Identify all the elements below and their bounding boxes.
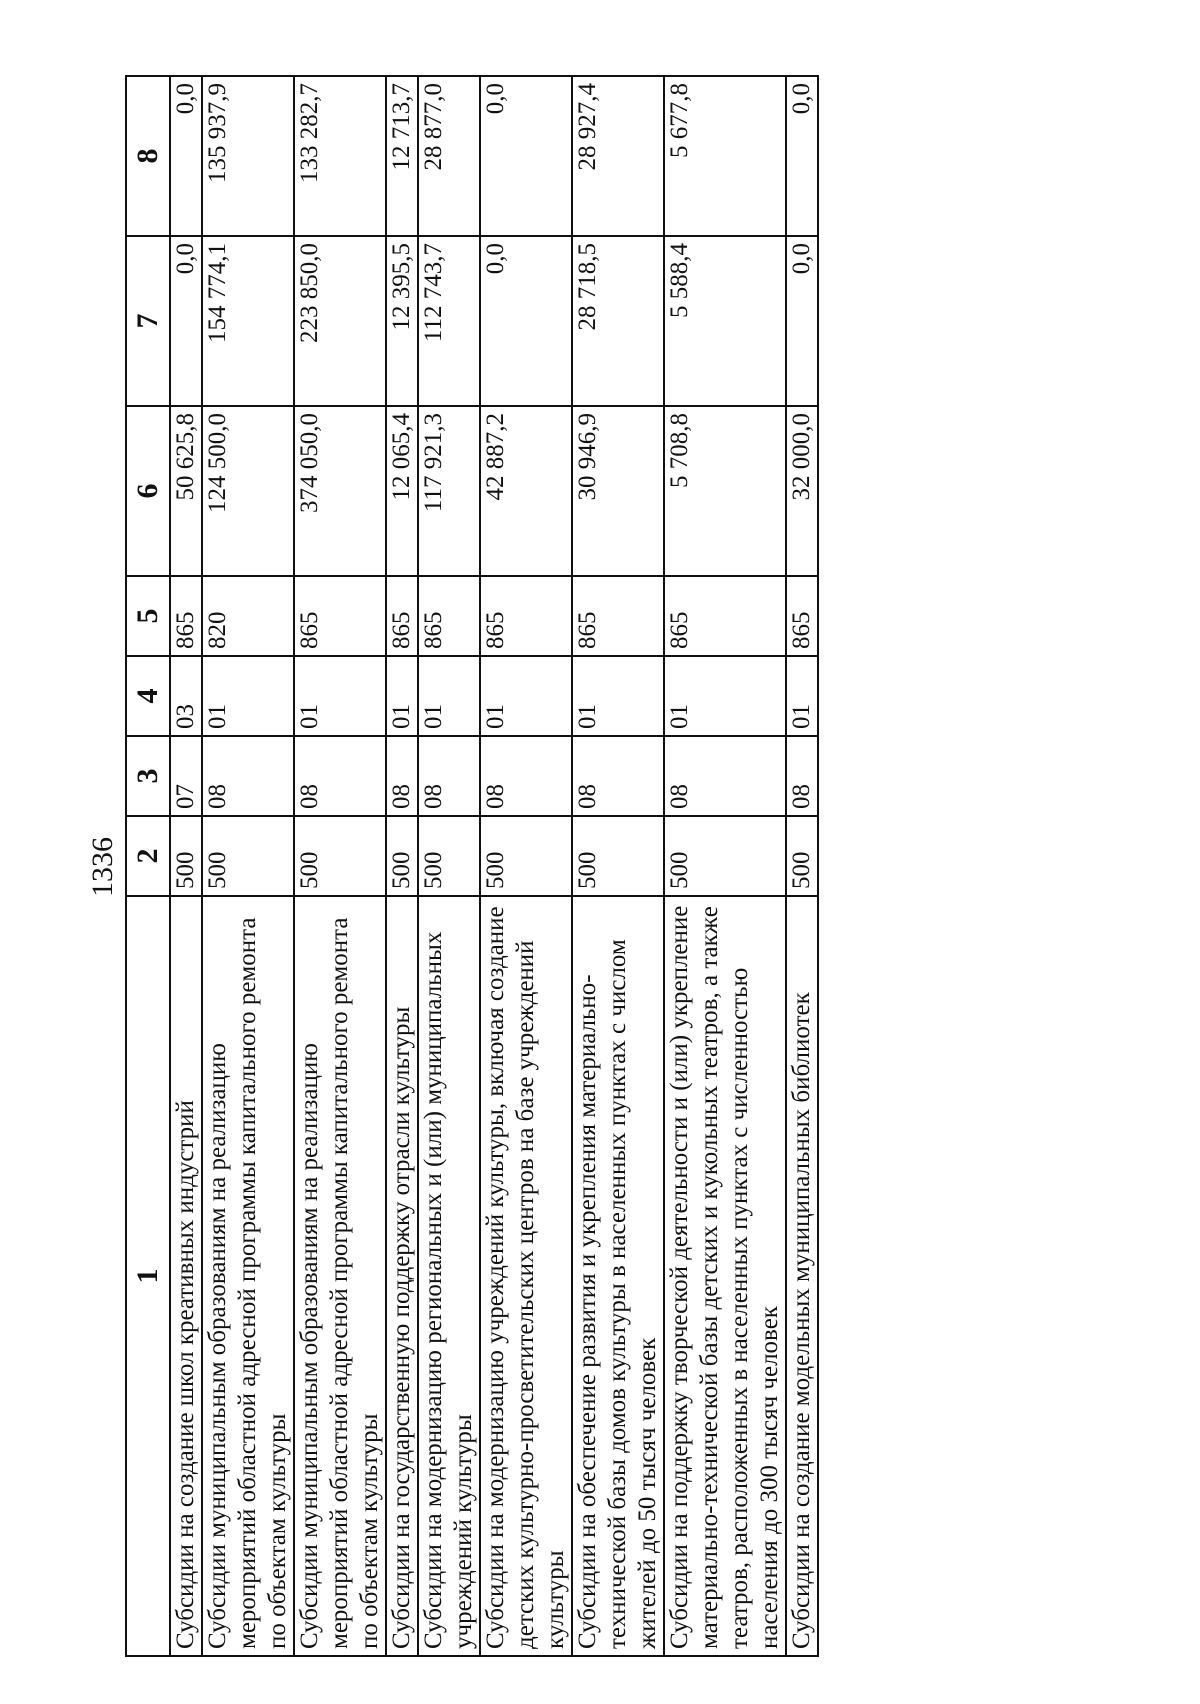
document-page [85,77,1115,1657]
code-cell: 03 [170,656,202,736]
code-cell: 01 [386,656,418,736]
table-row [572,76,664,1656]
amount-cell: 124 500,0 [202,406,294,576]
table-body [170,76,818,1656]
code-cell: 865 [418,576,480,656]
table-row [386,76,418,1656]
row-name-cell: Субсидии муниципальным образованиям на реализацию мероприятий областной адресной программы капитального ремонта по объектам культуры [202,896,294,1656]
amount-cell: 223 850,0 [294,236,386,406]
row-name-cell: Субсидии на государственную поддержку отрасли культуры [386,896,418,1656]
code-cell: 500 [480,816,572,896]
amount-cell: 117 921,3 [418,406,480,576]
amount-cell: 12 065,4 [386,406,418,576]
code-cell: 08 [386,736,418,816]
code-cell: 865 [170,576,202,656]
code-cell: 500 [786,816,818,896]
amount-cell: 0,0 [786,236,818,406]
code-cell: 01 [664,656,786,736]
code-cell: 500 [572,816,664,896]
header-row [126,76,170,1656]
column-header: 5 [126,576,170,656]
amount-cell: 135 937,9 [202,76,294,236]
amount-cell: 28 927,4 [572,76,664,236]
code-cell: 08 [664,736,786,816]
row-name-cell: Субсидии на создание школ креативных индустрий [170,896,202,1656]
table-row [664,76,786,1656]
amount-cell: 30 946,9 [572,406,664,576]
amount-cell: 5 588,4 [664,236,786,406]
code-cell: 08 [480,736,572,816]
code-cell: 01 [572,656,664,736]
code-cell: 07 [170,736,202,816]
code-cell: 820 [202,576,294,656]
amount-cell: 0,0 [480,76,572,236]
code-cell: 01 [418,656,480,736]
table-row [294,76,386,1656]
column-header: 6 [126,406,170,576]
column-header: 2 [126,816,170,896]
code-cell: 500 [418,816,480,896]
amount-cell: 112 743,7 [418,236,480,406]
table-row [170,76,202,1656]
amount-cell: 12 713,7 [386,76,418,236]
budget-table [125,75,819,1657]
code-cell: 865 [572,576,664,656]
column-header: 1 [126,896,170,1656]
code-cell: 500 [202,816,294,896]
amount-cell: 0,0 [480,236,572,406]
code-cell: 08 [294,736,386,816]
code-cell: 01 [480,656,572,736]
column-header: 4 [126,656,170,736]
amount-cell: 0,0 [786,76,818,236]
amount-cell: 28 718,5 [572,236,664,406]
amount-cell: 5 708,8 [664,406,786,576]
amount-cell: 5 677,8 [664,76,786,236]
code-cell: 08 [202,736,294,816]
amount-cell: 0,0 [170,236,202,406]
table-row [418,76,480,1656]
code-cell: 08 [418,736,480,816]
table-row [202,76,294,1656]
column-header: 7 [126,236,170,406]
amount-cell: 28 877,0 [418,76,480,236]
code-cell: 08 [786,736,818,816]
amount-cell: 12 395,5 [386,236,418,406]
table-header [126,76,170,1656]
code-cell: 500 [170,816,202,896]
code-cell: 500 [664,816,786,896]
row-name-cell: Субсидии на поддержку творческой деятельности и (или) укрепление материально-технической базы детских и кукольных театров, а также театров, расположенных в населенных пунктах с численностью населения до 300 тысяч человек [664,896,786,1656]
code-cell: 01 [786,656,818,736]
code-cell: 865 [386,576,418,656]
table-row [480,76,572,1656]
column-header: 8 [126,76,170,236]
code-cell: 500 [294,816,386,896]
code-cell: 865 [480,576,572,656]
row-name-cell: Субсидии на модернизацию учреждений культуры, включая создание детских культурно-просветительских центров на базе учреждений культуры [480,896,572,1656]
amount-cell: 32 000,0 [786,406,818,576]
amount-cell: 42 887,2 [480,406,572,576]
column-header: 3 [126,736,170,816]
row-name-cell: Субсидии на создание модельных муниципальных библиотек [786,896,818,1656]
code-cell: 500 [386,816,418,896]
table-row [786,76,818,1656]
code-cell: 01 [202,656,294,736]
code-cell: 08 [572,736,664,816]
amount-cell: 0,0 [170,76,202,236]
code-cell: 01 [294,656,386,736]
amount-cell: 154 774,1 [202,236,294,406]
row-name-cell: Субсидии на модернизацию региональных и (или) муниципальных учреждений культуры [418,896,480,1656]
code-cell: 865 [664,576,786,656]
amount-cell: 133 282,7 [294,76,386,236]
row-name-cell: Субсидии муниципальным образованиям на реализацию мероприятий областной адресной программы капитального ремонта по объектам культуры [294,896,386,1656]
amount-cell: 374 050,0 [294,406,386,576]
code-cell: 865 [786,576,818,656]
page-number: 1336 [86,837,119,897]
amount-cell: 50 625,8 [170,406,202,576]
row-name-cell: Субсидии на обеспечение развития и укрепления материально-технической базы домов культуры в населенных пунктах с числом жителей до 50 тысяч человек [572,896,664,1656]
code-cell: 865 [294,576,386,656]
